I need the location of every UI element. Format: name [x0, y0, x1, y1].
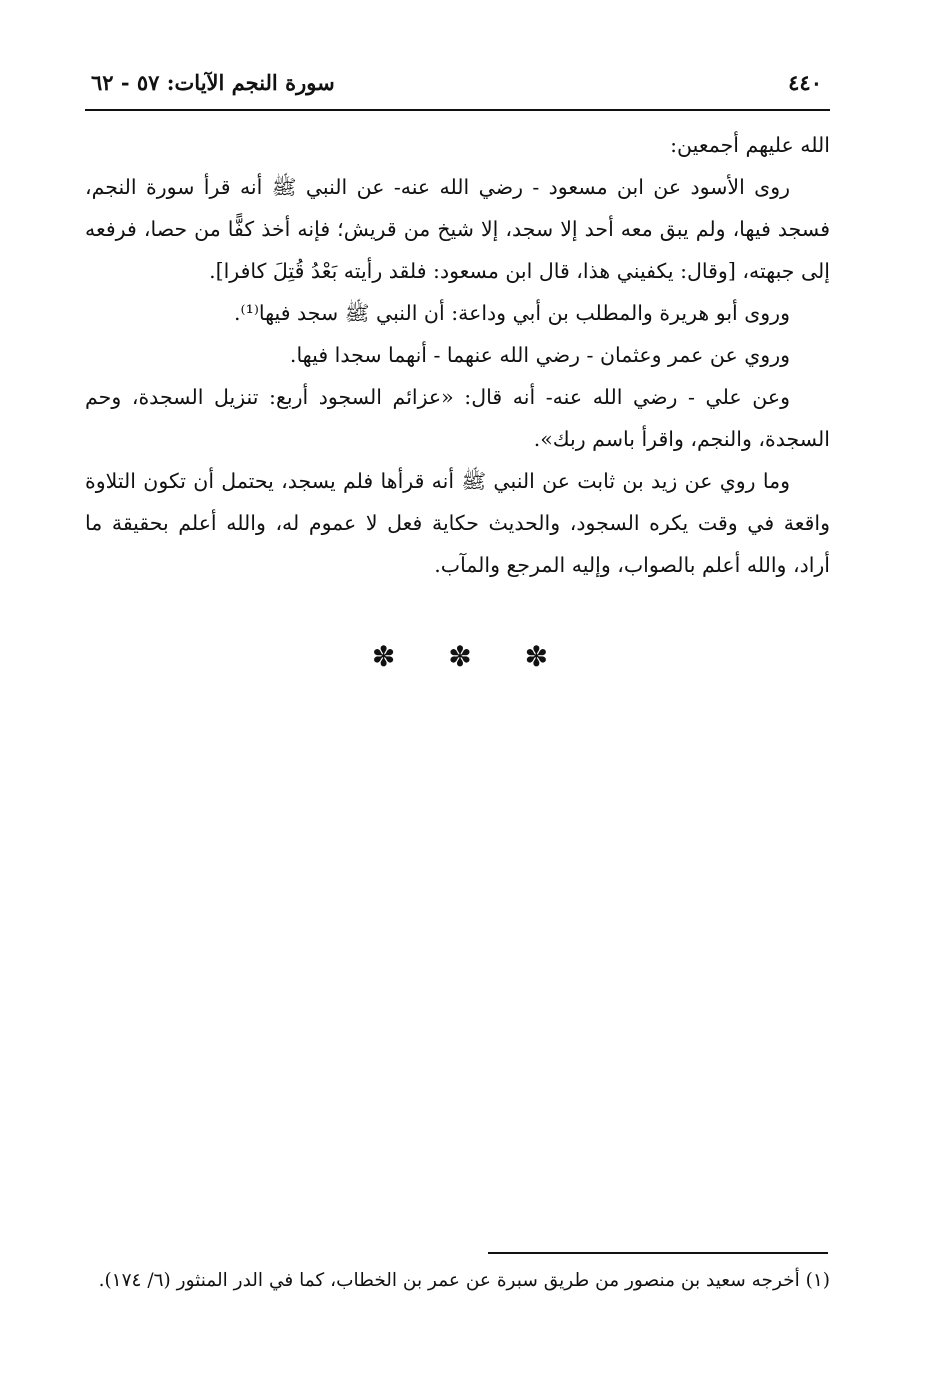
- paragraph-4: وروي عن عمر وعثمان - رضي الله عنهما - أنهما سجدا فيها.: [289, 343, 790, 367]
- paragraph-2: روى الأسود عن ابن مسعود - رضي الله عنه- عن النبي ﷺ أنه قرأ سورة النجم، فسجد فيها، ولم يبق معه أحد إلا سجد، إلا شيخ من قريش؛ فإنه أخذ كفًّا من حصا، فرفعه إلى جبهته، [وقال: يكفيني هذا، قال ابن مسعود: فلقد رأيته بَعْدُ قُتِلَ كافرا].: [85, 175, 830, 283]
- header-rule: [85, 109, 830, 111]
- paragraph-5: وعن علي - رضي الله عنه- أنه قال: «عزائم السجود أربع: تنزيل السجدة، وحم السجدة، والنجم، واقرأ باسم ربك».: [85, 385, 830, 451]
- footnote: (١) أخرجه سعيد بن منصور من طريق سبرة عن عمر بن الخطاب، كما في الدر المنثور (٦/ ١٧٤).: [98, 1270, 830, 1291]
- page-number: ٤٤٠: [788, 70, 822, 95]
- paragraph-6: وما روي عن زيد بن ثابت عن النبي ﷺ أنه قرأها فلم يسجد، يحتمل أن تكون التلاوة واقعة في وقت يكره السجود، والحديث حكاية فعل لا عموم له، والله أعلم بحقيقة ما أراد، والله أعلم بالصواب، وإليه المرجع والمآب.: [85, 469, 830, 577]
- body-text: [85, 124, 830, 586]
- page-header: [85, 66, 830, 106]
- section-separator: ✽ ✽ ✽: [371, 640, 571, 673]
- footnote-rule: [488, 1252, 828, 1254]
- running-title: سورة النجم الآيات: ٥٧ - ٦٢: [91, 70, 335, 95]
- paragraph-1: الله عليهم أجمعين:: [670, 133, 830, 157]
- paragraph-3: وروى أبو هريرة والمطلب بن أبي وداعة: أن النبي ﷺ سجد فيها⁽¹⁾.: [234, 301, 790, 325]
